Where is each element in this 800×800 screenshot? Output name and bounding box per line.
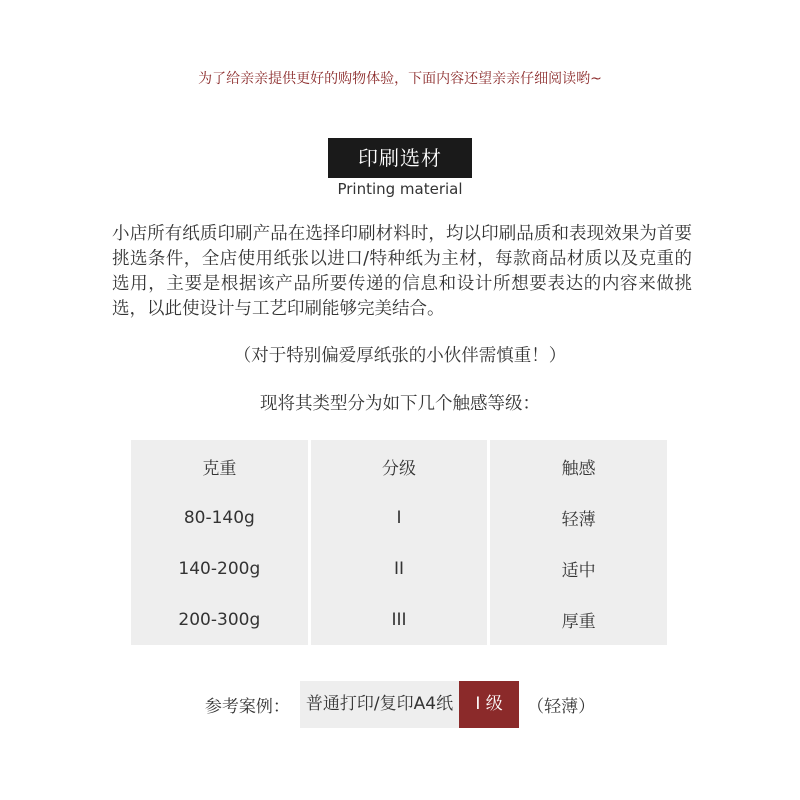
example-item: 普通打印/复印A4纸 xyxy=(300,681,459,728)
table-header: 克重 xyxy=(202,458,237,479)
table-column-weight xyxy=(131,440,308,645)
table-cell: II xyxy=(393,558,405,579)
reference-example xyxy=(0,681,800,728)
table-cell: I xyxy=(396,507,402,528)
table-cell: 200-300g xyxy=(178,609,261,630)
table-cell: 适中 xyxy=(561,561,596,581)
section-subtitle: Printing material xyxy=(337,180,463,198)
intro-text: 小店所有纸质印刷产品在选择印刷材料时，均以印刷品质和表现效果为首要挑选条件，全店使用纸张以进口/特种纸为主材，每款商品材质以及克重的选用，主要是根据该产品所要传递的信息和设计所想要表达的内容来做挑选，以此使设计与工艺印刷能够完美结合。 xyxy=(112,224,692,319)
example-feel: （轻薄） xyxy=(527,697,596,717)
table-header: 触感 xyxy=(561,458,596,479)
table-cell: 厚重 xyxy=(561,612,596,632)
table-header: 分级 xyxy=(382,458,416,479)
table-cell: III xyxy=(391,609,407,630)
example-label: 参考案例： xyxy=(204,697,290,717)
table-cell: 轻薄 xyxy=(561,510,596,530)
intro-paragraph xyxy=(112,222,692,322)
levels-intro: 现将其类型分为如下几个触感等级： xyxy=(260,394,540,414)
table-cell: 80-140g xyxy=(183,507,255,528)
table-column-feel xyxy=(490,440,667,645)
table-cell: 140-200g xyxy=(178,558,261,579)
section-title: 印刷选材 xyxy=(328,138,472,178)
table-column-level xyxy=(311,440,488,645)
warning-note: （对于特别偏爱厚纸张的小伙伴需慎重！） xyxy=(233,346,567,366)
weight-level-table xyxy=(131,440,667,645)
notice-text: 为了给亲亲提供更好的购物体验，下面内容还望亲亲仔细阅读哟~ xyxy=(198,71,602,87)
example-level-badge: I 级 xyxy=(459,681,519,728)
